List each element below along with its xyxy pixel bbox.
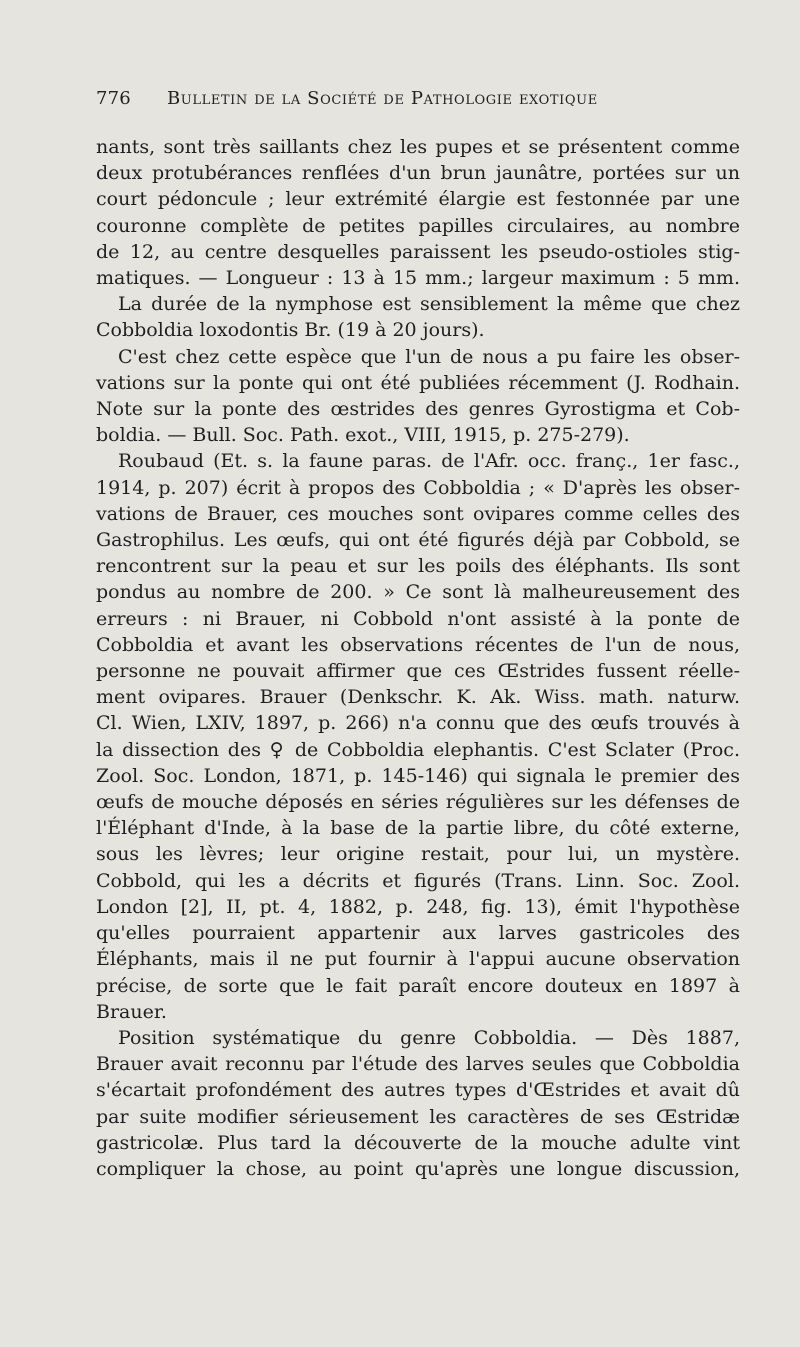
text-line: Cl. Wien, LXIV, 1897, p. 266) n'a connu que des œufs trouvés à (96, 712, 740, 735)
text-line: la dissection des ♀ de Cobboldia elephantis. C'est Sclater (Proc. (96, 738, 740, 761)
text-line: personne ne pouvait affirmer que ces Œstrides fussent réelle- (96, 660, 740, 683)
journal-title: Bulletin de la Société de Pathologie exotique (166, 88, 598, 109)
text-line: Cobboldia et avant les observations récentes de l'un de nous, (96, 633, 740, 656)
text-line: C'est chez cette espèce que l'un de nous a pu faire les obser- (118, 345, 740, 368)
text-line: Brauer avait reconnu par l'étude des larves seules que Cobboldia (96, 1053, 740, 1076)
text-line: ment ovipares. Brauer (Denkschr. K. Ak. Wiss. math. naturw. (96, 686, 740, 709)
text-line: La durée de la nymphose est sensiblement la même que chez (118, 293, 740, 316)
text-line: œufs de mouche déposés en séries régulières sur les défenses de (96, 791, 740, 814)
text-line: Zool. Soc. London, 1871, p. 145-146) qui signala le premier des (96, 764, 740, 787)
text-line: vations sur la ponte qui ont été publiées récemment (J. Rodhain. (96, 371, 740, 394)
text-line: Cobbold, qui les a décrits et figurés (Trans. Linn. Soc. Zool. (96, 869, 740, 892)
text-line: pondus au nombre de 200. » Ce sont là malheureusement des (96, 581, 740, 604)
text-line: couronne complète de petites papilles circulaires, au nombre (96, 214, 740, 237)
text-line: par suite modifier sérieusement les caractères de ses Œstridæ (96, 1105, 740, 1128)
text-line: vations de Brauer, ces mouches sont ovipares comme celles des (96, 502, 740, 525)
text-line: boldia. — Bull. Soc. Path. exot., VIII, 1915, p. 275-279). (96, 424, 630, 447)
text-line: Gastrophilus. Les œufs, qui ont été figurés déjà par Cobbold, se (96, 529, 740, 552)
text-line: Note sur la ponte des œstrides des genres Gyrostigma et Cob- (96, 398, 740, 421)
text-line: Roubaud (Et. s. la faune paras. de l'Afr. occ. franç., 1er fasc., (118, 450, 740, 473)
text-line: deux protubérances renflées d'un brun jaunâtre, portées sur un (96, 162, 740, 185)
page-number: 776 (96, 88, 131, 109)
text-line: erreurs : ni Brauer, ni Cobbold n'ont assisté à la ponte de (96, 607, 740, 630)
text-line: précise, de sorte que le fait paraît encore douteux en 1897 à (96, 974, 740, 997)
text-line: Position systématique du genre Cobboldia. — Dès 1887, (118, 1026, 740, 1049)
text-line: rencontrent sur la peau et sur les poils des éléphants. Ils sont (96, 555, 740, 578)
text-line: de 12, au centre desquelles paraissent les pseudo-ostioles stig- (96, 240, 740, 263)
text-line: l'Éléphant d'Inde, à la base de la partie libre, du côté externe, (96, 817, 740, 840)
text-line: London [2], II, pt. 4, 1882, p. 248, fig. 13), émit l'hypothèse (96, 895, 740, 918)
running-header (96, 88, 736, 109)
text-line: gastricolæ. Plus tard la découverte de la mouche adulte vint (96, 1131, 740, 1154)
text-line: Brauer. (96, 1000, 167, 1023)
text-line: 1914, p. 207) écrit à propos des Cobboldia ; « D'après les obser- (96, 476, 740, 499)
text-line: compliquer la chose, au point qu'après une longue discussion, (96, 1157, 740, 1180)
text-line: sous les lèvres; leur origine restait, pour lui, un mystère. (96, 843, 740, 866)
text-line: Éléphants, mais il ne put fournir à l'appui aucune observation (96, 948, 740, 971)
text-line: matiques. — Longueur : 13 à 15 mm.; largeur maximum : 5 mm. (96, 267, 740, 290)
body-text (96, 134, 740, 1182)
text-line: qu'elles pourraient appartenir aux larves gastricoles des (96, 922, 740, 945)
text-line: nants, sont très saillants chez les pupes et se présentent comme (96, 136, 740, 158)
text-line: s'écartait profondément des autres types d'Œstrides et avait dû (96, 1079, 740, 1102)
text-line: Cobboldia loxodontis Br. (19 à 20 jours). (96, 319, 485, 342)
text-line: court pédoncule ; leur extrémité élargie est festonnée par une (96, 188, 740, 211)
